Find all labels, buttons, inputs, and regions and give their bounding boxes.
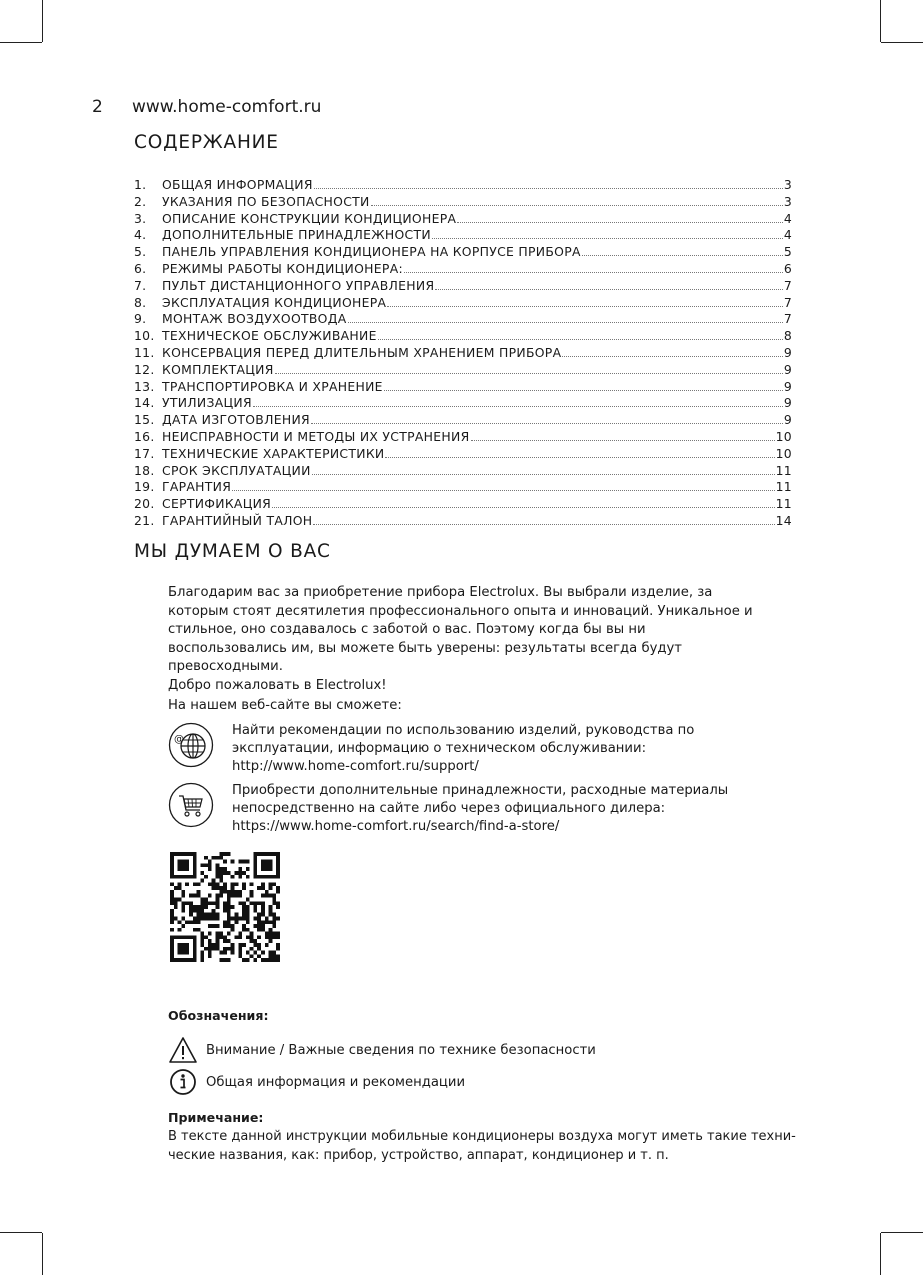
- toc-item-title: ГАРАНТИЙНЫЙ ТАЛОН: [162, 512, 313, 528]
- table-of-contents: [134, 177, 792, 530]
- toc-item-title: ТЕХНИЧЕСКИЕ ХАРАКТЕРИСТИКИ: [162, 445, 385, 461]
- store-link[interactable]: https://www.home-comfort.ru/search/find-a-store/: [232, 819, 560, 835]
- toc-title: СОДЕРЖАНИЕ: [134, 132, 279, 153]
- toc-item[interactable]: [134, 412, 792, 429]
- toc-page-number: 5: [783, 244, 792, 260]
- dot-leader: [384, 389, 783, 391]
- toc-page-number: 11: [775, 479, 792, 495]
- toc-number: 16.: [134, 428, 155, 444]
- toc-number: 4.: [134, 227, 147, 243]
- qr-code[interactable]: [170, 852, 280, 962]
- website-lead: На нашем веб-сайте вы сможете:: [168, 698, 402, 713]
- dot-leader: [371, 204, 783, 206]
- toc-item-title: ЭКСПЛУАТАЦИЯ КОНДИЦИОНЕРА: [162, 294, 387, 310]
- toc-item-title: ГАРАНТИЯ: [162, 479, 232, 495]
- welcome-line: Добро пожаловать в Electrolux!: [168, 677, 387, 693]
- toc-item-title: ОПИСАНИЕ КОНСТРУКЦИИ КОНДИЦИОНЕРА: [162, 210, 457, 226]
- toc-number: 5.: [134, 244, 147, 260]
- toc-page-number: 8: [783, 328, 792, 344]
- toc-page-number: 10: [775, 445, 792, 461]
- toc-page-number: 7: [783, 294, 792, 310]
- toc-item-title: КОМПЛЕКТАЦИЯ: [162, 361, 274, 377]
- crop-mark: [0, 1232, 42, 1233]
- dot-leader: [387, 305, 783, 307]
- intro-block: [168, 584, 768, 695]
- toc-page-number: 3: [783, 193, 792, 209]
- crop-mark: [881, 1232, 923, 1233]
- toc-number: 15.: [134, 412, 155, 428]
- dot-leader: [562, 355, 782, 357]
- dot-leader: [313, 523, 774, 525]
- toc-page-number: 6: [783, 260, 792, 276]
- toc-item[interactable]: [134, 328, 792, 345]
- toc-number: 20.: [134, 496, 155, 512]
- toc-number: 13.: [134, 378, 155, 394]
- toc-page-number: 10: [775, 428, 792, 444]
- legend-warning-text: Внимание / Важные сведения по технике безопасности: [206, 1042, 596, 1058]
- feature-line: Найти рекомендации по использованию изделий, руководства по: [232, 723, 695, 738]
- dot-leader: [432, 237, 783, 239]
- cart-icon: [168, 782, 214, 828]
- toc-number: 6.: [134, 260, 147, 276]
- toc-item-title: УТИЛИЗАЦИЯ: [162, 395, 252, 411]
- toc-number: 14.: [134, 395, 155, 411]
- toc-item-title: КОНСЕРВАЦИЯ ПЕРЕД ДЛИТЕЛЬНЫМ ХРАНЕНИЕМ ПРИБОРА: [162, 344, 562, 360]
- toc-page-number: 7: [783, 311, 792, 327]
- site-url: www.home-comfort.ru: [132, 97, 322, 117]
- toc-item-title: ДОПОЛНИТЕЛЬНЫЕ ПРИНАДЛЕЖНОСТИ: [162, 227, 431, 243]
- toc-item-title: НЕИСПРАВНОСТИ И МЕТОДЫ ИХ УСТРАНЕНИЯ: [162, 428, 470, 444]
- crop-mark: [880, 1233, 881, 1275]
- toc-item-title: СЕРТИФИКАЦИЯ: [162, 496, 272, 512]
- toc-item-title: СРОК ЭКСПЛУАТАЦИИ: [162, 462, 311, 478]
- toc-item[interactable]: [134, 463, 792, 480]
- dot-leader: [314, 187, 783, 189]
- toc-number: 2.: [134, 193, 147, 209]
- dot-leader: [348, 321, 783, 323]
- support-link[interactable]: http://www.home-comfort.ru/support/: [232, 759, 479, 775]
- svg-text:@: @: [174, 734, 184, 745]
- toc-page-number: 4: [783, 210, 792, 226]
- dot-leader: [404, 271, 783, 273]
- dot-leader: [275, 372, 783, 374]
- toc-item[interactable]: [134, 395, 792, 412]
- crop-mark: [880, 0, 881, 42]
- feature-line: Приобрести дополнительные принадлежности, расходные материалы: [232, 783, 729, 798]
- dot-leader: [471, 439, 775, 441]
- toc-item[interactable]: [134, 227, 792, 244]
- dot-leader: [311, 422, 783, 424]
- dot-leader: [378, 338, 783, 340]
- toc-item[interactable]: [134, 513, 792, 530]
- toc-number: 9.: [134, 311, 147, 327]
- toc-number: 12.: [134, 361, 155, 377]
- toc-number: 10.: [134, 328, 155, 344]
- dot-leader: [457, 221, 783, 223]
- toc-page-number: 14: [775, 512, 792, 528]
- intro-paragraph: Благодарим вас за приобретение прибора Electrolux. Вы выбрали изделие, за которым стоят десятилетия профессионального опыта и инноваций. Уникальное и стильное, оно создавалось с заботой о вас. Поэтому когда бы вы ни воспользовались им, вы можете быть уверены: результаты всегда будут превосходными.: [168, 585, 753, 674]
- toc-item[interactable]: [134, 311, 792, 328]
- toc-number: 3.: [134, 210, 147, 226]
- feature-line: эксплуатации, информацию о техническом обслуживании:: [232, 741, 647, 757]
- crop-mark: [881, 42, 923, 43]
- toc-number: 1.: [134, 177, 147, 192]
- toc-page-number: 11: [775, 496, 792, 512]
- toc-page-number: 9: [783, 378, 792, 394]
- page-header: [92, 97, 321, 117]
- toc-item[interactable]: [134, 429, 792, 446]
- page-number: 2: [92, 97, 103, 117]
- legend-title: Обозначения:: [168, 1008, 269, 1023]
- section-title: МЫ ДУМАЕМ О ВАС: [134, 541, 331, 562]
- toc-item[interactable]: [134, 362, 792, 379]
- toc-page-number: 9: [783, 395, 792, 411]
- note-text: В тексте данной инструкции мобильные кондиционеры воздуха могут иметь такие техни-ческие названия, как: прибор, устройство, аппарат, кондиционер и т. п.: [168, 1129, 796, 1163]
- legend-info-text: Общая информация и рекомендации: [206, 1074, 466, 1090]
- toc-number: 19.: [134, 479, 155, 495]
- toc-item[interactable]: [134, 244, 792, 261]
- note-title: Примечание:: [168, 1110, 264, 1125]
- dot-leader: [385, 456, 774, 458]
- legend-info: [168, 1068, 465, 1096]
- toc-item-title: УКАЗАНИЯ ПО БЕЗОПАСНОСТИ: [162, 193, 370, 209]
- toc-number: 18.: [134, 462, 155, 478]
- crop-mark: [0, 42, 42, 43]
- dot-leader: [582, 254, 783, 256]
- toc-item[interactable]: [134, 345, 792, 362]
- info-icon: [168, 1068, 198, 1096]
- toc-page-number: 4: [783, 227, 792, 243]
- warning-icon: [168, 1036, 198, 1064]
- toc-item[interactable]: [134, 261, 792, 278]
- toc-item[interactable]: [134, 479, 792, 496]
- toc-item-title: ОБЩАЯ ИНФОРМАЦИЯ: [162, 177, 313, 192]
- toc-item[interactable]: [134, 379, 792, 396]
- toc-page-number: 7: [783, 277, 792, 293]
- crop-mark: [42, 0, 43, 42]
- toc-item-title: ПАНЕЛЬ УПРАВЛЕНИЯ КОНДИЦИОНЕРА НА КОРПУСЕ ПРИБОРА: [162, 244, 581, 260]
- toc-item-title: ДАТА ИЗГОТОВЛЕНИЯ: [162, 412, 310, 428]
- toc-page-number: 3: [783, 177, 792, 192]
- toc-item-title: ТРАНСПОРТИРОВКА И ХРАНЕНИЕ: [162, 378, 383, 394]
- toc-item[interactable]: [134, 295, 792, 312]
- toc-item-title: ТЕХНИЧЕСКОЕ ОБСЛУЖИВАНИЕ: [162, 328, 377, 344]
- toc-page-number: 9: [783, 361, 792, 377]
- toc-item[interactable]: [134, 194, 792, 211]
- crop-mark: [42, 1233, 43, 1275]
- toc-page-number: 9: [783, 412, 792, 428]
- legend-warning: [168, 1036, 596, 1064]
- toc-page-number: 9: [783, 344, 792, 360]
- toc-number: 21.: [134, 512, 155, 528]
- dot-leader: [272, 506, 775, 508]
- toc-item[interactable]: [134, 211, 792, 228]
- toc-number: 8.: [134, 294, 147, 310]
- dot-leader: [253, 405, 783, 407]
- toc-item[interactable]: [134, 177, 792, 194]
- toc-number: 7.: [134, 277, 147, 293]
- feature-line: непосредственно на сайте либо через официального дилера:: [232, 801, 666, 817]
- toc-number: 11.: [134, 344, 155, 360]
- dot-leader: [435, 288, 782, 290]
- toc-item-title: МОНТАЖ ВОЗДУХООТВОДА: [162, 311, 347, 327]
- dot-leader: [232, 489, 774, 491]
- toc-item[interactable]: [134, 446, 792, 463]
- toc-item-title: ПУЛЬТ ДИСТАНЦИОННОГО УПРАВЛЕНИЯ: [162, 277, 435, 293]
- toc-page-number: 11: [775, 462, 792, 478]
- dot-leader: [312, 473, 775, 475]
- toc-item[interactable]: [134, 278, 792, 295]
- toc-item-title: РЕЖИМЫ РАБОТЫ КОНДИЦИОНЕРА:: [162, 260, 403, 276]
- toc-item[interactable]: [134, 496, 792, 513]
- globe-icon: [168, 722, 214, 768]
- toc-number: 17.: [134, 445, 155, 461]
